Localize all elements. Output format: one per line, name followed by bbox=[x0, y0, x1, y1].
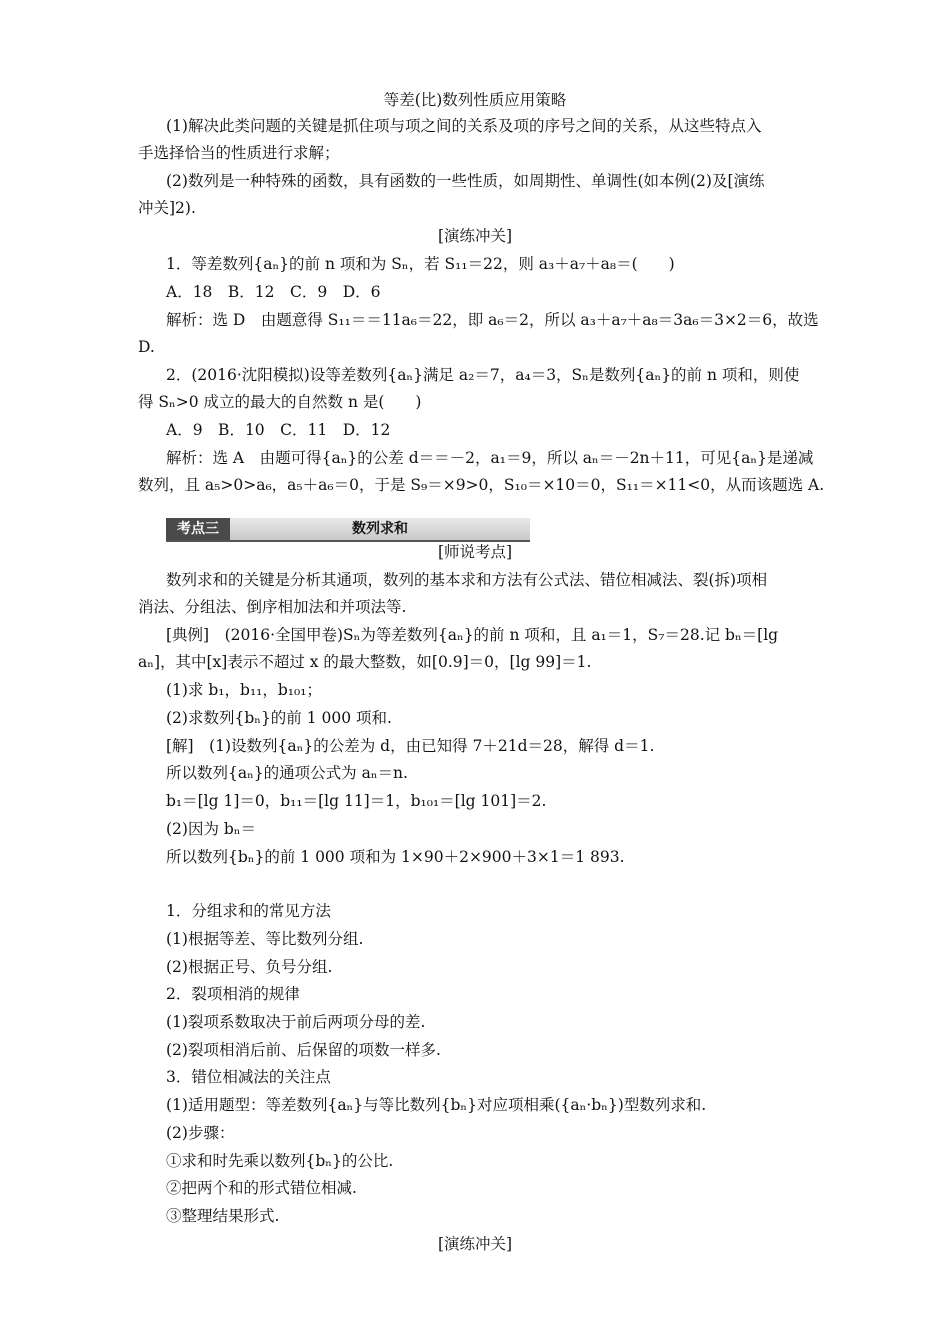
section-banner bbox=[166, 518, 530, 542]
text-line: aₙ]，其中[x]表示不超过 x 的最大整数，如[0.9]＝0，[lg 99]＝1. bbox=[138, 653, 592, 671]
text-line: 解析：选 A 由题可得{aₙ}的公差 d＝＝－2，a₁＝9，所以 aₙ＝－2n＋11，可见{aₙ}是递减 bbox=[166, 449, 814, 467]
text-line: ②把两个和的形式错位相减. bbox=[166, 1179, 357, 1197]
section-title: 数列求和 bbox=[352, 521, 408, 537]
text-line: (1)适用题型：等差数列{aₙ}与等比数列{bₙ}对应项相乘({aₙ·bₙ})型数列求和. bbox=[166, 1096, 707, 1114]
text-line: 所以数列{aₙ}的通项公式为 aₙ＝n. bbox=[166, 764, 408, 782]
text-line: 1．分组求和的常见方法 bbox=[166, 902, 331, 920]
text-line: [解] (1)设数列{aₙ}的公差为 d，由已知得 7＋21d＝28，解得 d＝1. bbox=[166, 737, 655, 755]
text-line: 消法、分组法、倒序相加法和并项法等. bbox=[138, 598, 407, 616]
text-line: 2．(2016·沈阳模拟)设等差数列{aₙ}满足 a₂＝7，a₄＝3，Sₙ是数列{aₙ}的前 n 项和，则使 bbox=[166, 366, 800, 384]
text-line: 得 Sₙ>0 成立的最大的自然数 n 是( ) bbox=[138, 393, 422, 411]
text-line: [典例] (2016·全国甲卷)Sₙ为等差数列{aₙ}的前 n 项和，且 a₁＝1，S₇＝28.记 bₙ＝[lg bbox=[166, 626, 779, 644]
text-line: 手选择恰当的性质进行求解； bbox=[138, 144, 340, 162]
text-line: ①求和时先乘以数列{bₙ}的公比. bbox=[166, 1152, 394, 1170]
text-line: D. bbox=[138, 338, 155, 356]
text-line: [师说考点] bbox=[437, 543, 513, 561]
text-line: [演练冲关] bbox=[437, 1235, 513, 1253]
text-line: (2)数列是一种特殊的函数，具有函数的一些性质，如周期性、单调性(如本例(2)及[演练 bbox=[166, 172, 765, 190]
text-line: (2)步骤： bbox=[166, 1124, 235, 1142]
text-line: 3．错位相减法的关注点 bbox=[166, 1068, 331, 1086]
text-line: 数列，且 a₅>0>a₆，a₅＋a₆＝0，于是 S₉＝×9>0，S₁₀＝×10＝0，S₁₁＝×11<0，从而该题选 A. bbox=[138, 476, 825, 494]
text-line: (2)求数列{bₙ}的前 1 000 项和. bbox=[166, 709, 392, 727]
text-line: (1)根据等差、等比数列分组. bbox=[166, 930, 364, 948]
text-line: A．9 B．10 C．11 D．12 bbox=[166, 421, 391, 439]
text-line: (2)裂项相消后前、后保留的项数一样多. bbox=[166, 1041, 441, 1059]
text-line: 等差(比)数列性质应用策略 bbox=[383, 91, 567, 109]
text-line: ③整理结果形式. bbox=[166, 1207, 280, 1225]
text-line: 2．裂项相消的规律 bbox=[166, 985, 300, 1003]
text-line: (1)求 b₁，b₁₁，b₁₀₁； bbox=[166, 681, 322, 699]
text-line: b₁＝[lg 1]＝0，b₁₁＝[lg 11]＝1，b₁₀₁＝[lg 101]＝2. bbox=[166, 792, 547, 810]
text-line: (1)解决此类问题的关键是抓住项与项之间的关系及项的序号之间的关系，从这些特点入 bbox=[166, 117, 762, 135]
text-line: (1)裂项系数取决于前后两项分母的差. bbox=[166, 1013, 426, 1031]
text-line: 所以数列{bₙ}的前 1 000 项和为 1×90＋2×900＋3×1＝1 893. bbox=[166, 848, 625, 866]
section-tag: 考点三 bbox=[166, 518, 230, 540]
text-line: [演练冲关] bbox=[437, 227, 513, 245]
text-line: 数列求和的关键是分析其通项，数列的基本求和方法有公式法、错位相减法、裂(拆)项相 bbox=[166, 571, 768, 589]
text-line: A．18 B．12 C．9 D．6 bbox=[166, 283, 381, 301]
text-line: (2)根据正号、负号分组. bbox=[166, 958, 333, 976]
text-line: 1．等差数列{aₙ}的前 n 项和为 Sₙ，若 S₁₁＝22，则 a₃＋a₇＋a₈＝( ) bbox=[166, 255, 675, 273]
text-line: 解析：选 D 由题意得 S₁₁＝＝11a₆＝22，即 a₆＝2，所以 a₃＋a₇＋a₈＝3a₆＝3×2＝6，故选 bbox=[166, 311, 819, 329]
text-line: (2)因为 bₙ＝ bbox=[166, 820, 257, 838]
text-line: 冲关]2). bbox=[138, 199, 196, 217]
